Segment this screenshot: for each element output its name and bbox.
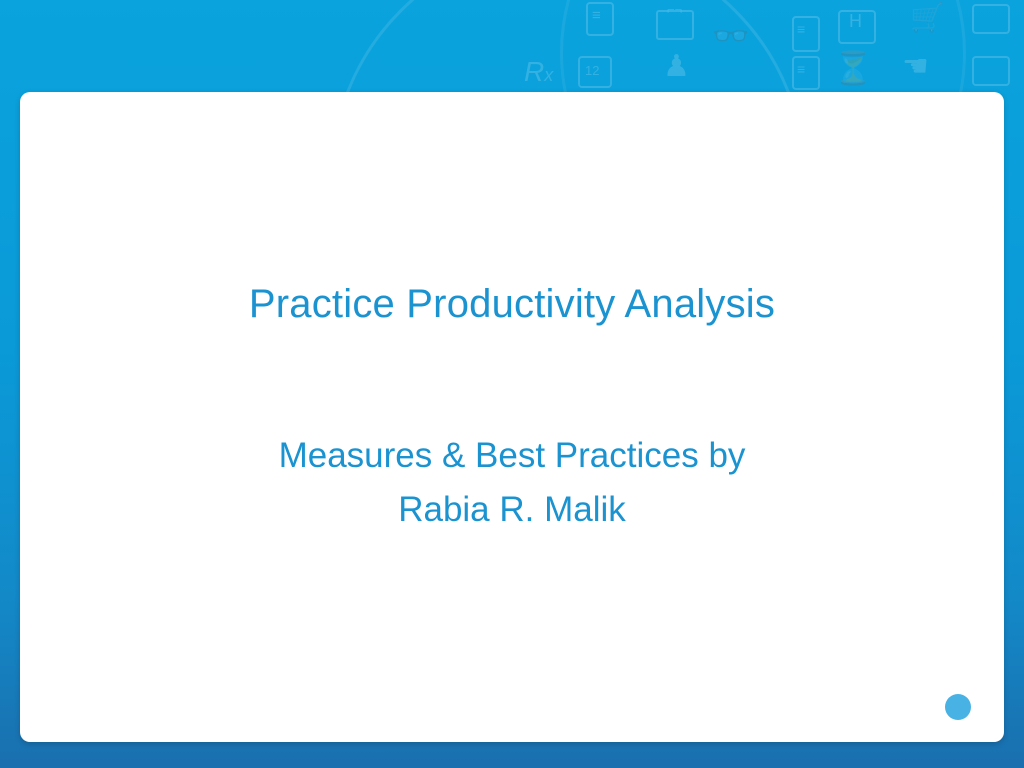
- decorative-arc-secondary: [560, 0, 966, 95]
- slide-subtitle-line-2: Rabia R. Malik: [398, 490, 626, 530]
- clipboard-icon-lines: ≡: [592, 7, 601, 24]
- document-icon: [792, 16, 820, 52]
- grid-icon-secondary: [972, 56, 1010, 86]
- decorative-icon-band: [0, 0, 1024, 95]
- bullet-dot: [945, 694, 971, 720]
- glasses-icon: 👓: [712, 20, 750, 53]
- slide-subtitle-line-1: Measures & Best Practices by: [278, 436, 746, 475]
- clock-icon: ⏳: [833, 50, 873, 86]
- page-icon-lines: ≡: [797, 61, 806, 77]
- decorative-arc: [330, 0, 806, 95]
- clipboard-icon: [586, 2, 614, 36]
- shopping-cart-icon: 🛒: [910, 2, 945, 33]
- prescription-icon: Rx: [524, 56, 554, 87]
- document-icon-lines: ≡: [797, 21, 806, 37]
- slide-content-card: [20, 92, 1004, 742]
- briefcase-icon-handle: ⌐¬: [667, 2, 683, 17]
- person-icon: ♟: [663, 50, 690, 83]
- hospital-icon-letter: H: [849, 11, 862, 31]
- hand-icon: ☚: [902, 50, 929, 83]
- page-title: Practice Productivity Analysis: [248, 282, 776, 326]
- page-icon: [792, 56, 820, 90]
- calendar-icon: [578, 56, 612, 88]
- grid-icon: [972, 4, 1010, 34]
- briefcase-icon: [656, 10, 694, 40]
- calendar-icon-number: 12: [585, 63, 600, 78]
- hospital-icon: [838, 10, 876, 44]
- slide-subtitle: [150, 429, 874, 538]
